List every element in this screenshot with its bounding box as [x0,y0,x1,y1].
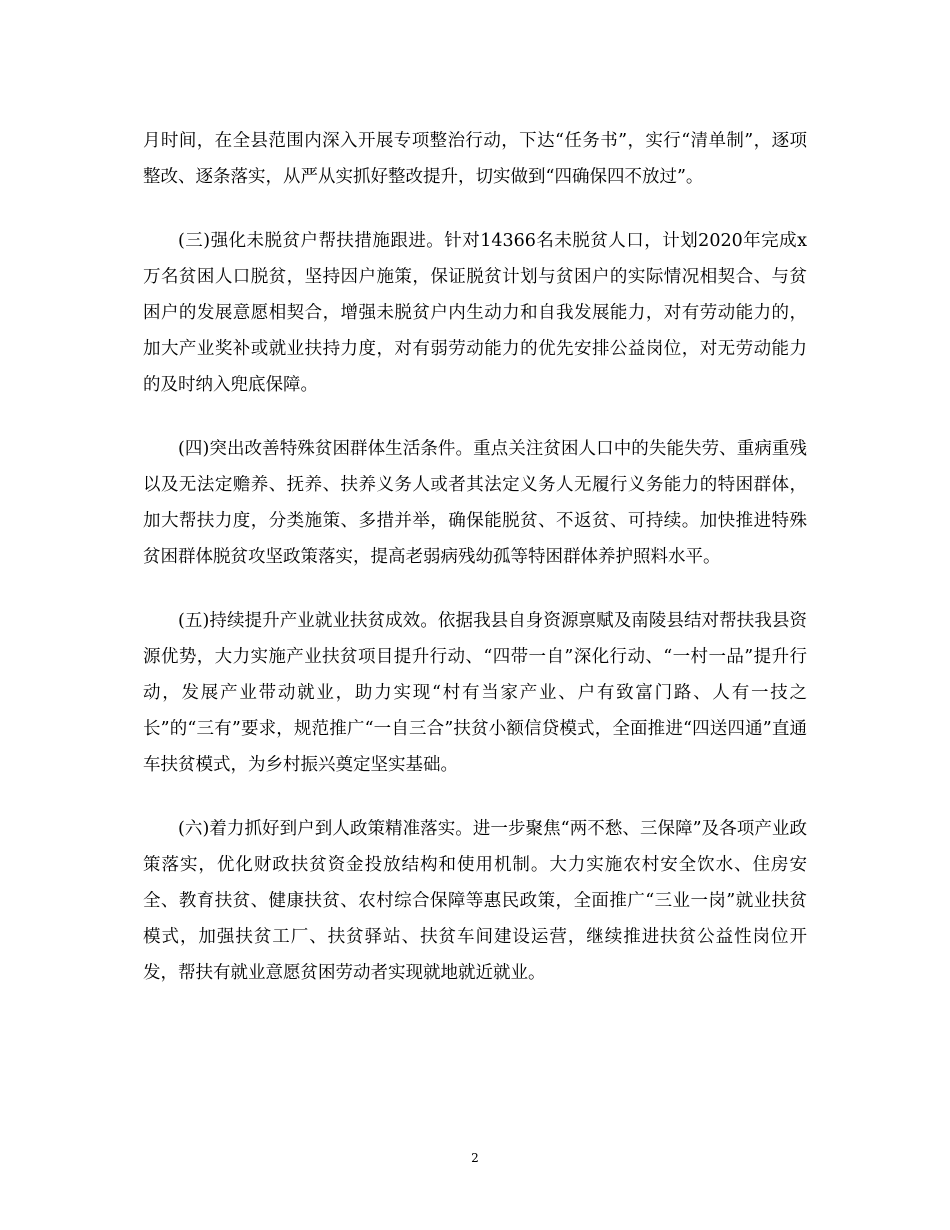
paragraph-section-3: (三)强化未脱贫户帮扶措施跟进。针对14366名未脱贫人口，计划2020年完成x万名贫困人口脱贫，坚持因户施策，保证脱贫计划与贫困户的实际情况相契合、与贫困户的发展意愿相契合，增强未脱贫户内生动力和自我发展能力，对有劳动能力的，加大产业奖补或就业扶持力度，对有弱劳动能力的优先安排公益岗位，对无劳动能力的及时纳入兜底保障。 [143,231,807,395]
paragraph-section-6: (六)着力抓好到户到人政策精准落实。进一步聚焦“两不愁、三保障”及各项产业政策落实，优化财政扶贫资金投放结构和使用机制。大力实施农村安全饮水、住房安全、教育扶贫、健康扶贫、农村综合保障等惠民政策，全面推广“三业一岗”就业扶贫模式，加强扶贫工厂、扶贫驿站、扶贫车间建设运营，继续推进扶贫公益性岗位开发，帮扶有就业意愿贫困劳动者实现就地就近就业。 [143,819,807,983]
document-body [143,123,807,991]
paragraph-continuation: 月时间，在全县范围内深入开展专项整治行动，下达“任务书”，实行“清单制”，逐项整改、逐条落实，从严从实抓好整改提升，切实做到“四确保四不放过”。 [143,131,807,187]
paragraph-section-5: (五)持续提升产业就业扶贫成效。依据我县自身资源禀赋及南陵县结对帮扶我县资源优势，大力实施产业扶贫项目提升行动、“四带一自”深化行动、“一村一品”提升行动，发展产业带动就业，助力实现“村有当家产业、户有致富门路、人有一技之长”的“三有”要求，规范推广“一自三合”扶贫小额信贷模式，全面推进“四送四通”直通车扶贫模式，为乡村振兴奠定坚实基础。 [143,611,807,775]
page-number: 2 [471,1151,479,1165]
paragraph-section-4: (四)突出改善特殊贫困群体生活条件。重点关注贫困人口中的失能失劳、重病重残以及无法定赡养、抚养、扶养义务人或者其法定义务人无履行义务能力的特困群体，加大帮扶力度，分类施策、多措并举，确保能脱贫、不返贫、可持续。加快推进特殊贫困群体脱贫攻坚政策落实，提高老弱病残幼孤等特困群体养护照料水平。 [143,439,807,567]
